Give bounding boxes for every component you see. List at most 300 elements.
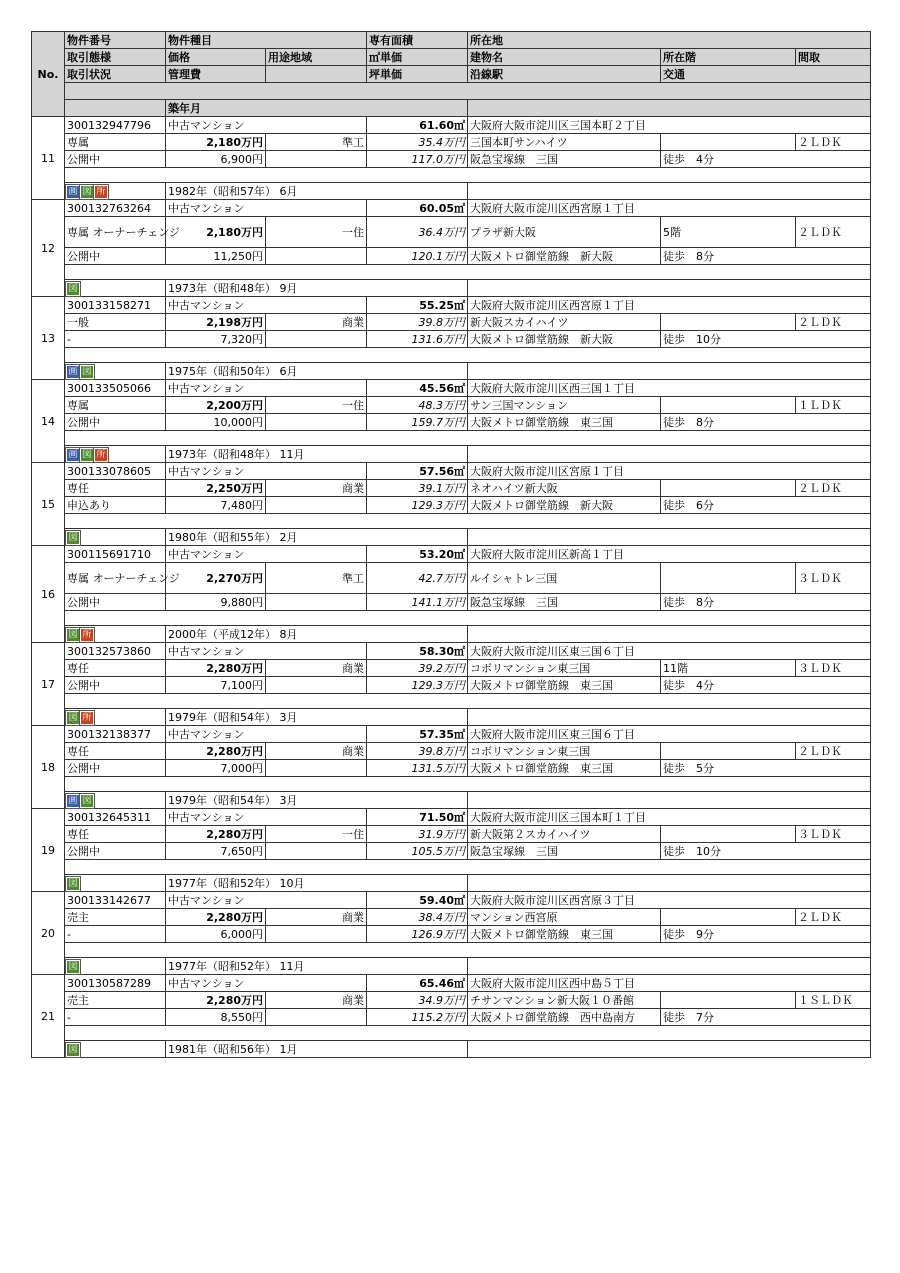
listing-row [32, 446, 871, 463]
floor [661, 909, 796, 926]
listing-row [32, 909, 871, 926]
transaction-mode: 専属 オーナーチェンジ [65, 563, 166, 594]
floorplan-badge-icon[interactable]: 図 [82, 449, 92, 460]
management-fee: 7,320円 [166, 331, 266, 348]
floor-area: 71.50㎡ [367, 809, 468, 826]
header-access: 交通 [661, 66, 871, 83]
building-name: マンション西宮原 [468, 909, 661, 926]
sqm-price: 39.8万円 [367, 743, 468, 760]
transaction-mode: 専任 [65, 660, 166, 677]
zoning: 一住 [266, 397, 367, 414]
header-transaction-status: 取引状況 [65, 66, 166, 83]
header-tsubo-price: 坪単価 [367, 66, 468, 83]
price: 2,280万円 [166, 660, 266, 677]
transaction-status: 公開中 [65, 677, 166, 694]
transaction-mode: 一般 [65, 314, 166, 331]
property-id: 300133505066 [65, 380, 166, 397]
building-name: コボリマンション東三国 [468, 743, 661, 760]
price: 2,180万円 [166, 134, 266, 151]
listing-number: 14 [32, 380, 65, 463]
floor: 5階 [661, 217, 796, 248]
listing-row [32, 529, 871, 546]
sqm-price: 39.1万円 [367, 480, 468, 497]
zoning: 準工 [266, 134, 367, 151]
listing-row [32, 826, 871, 843]
property-type: 中古マンション [166, 643, 367, 660]
address: 大阪府大阪市淀川区西三国１丁目 [468, 380, 871, 397]
listing-row [32, 726, 871, 743]
price: 2,280万円 [166, 992, 266, 1009]
management-fee: 9,880円 [166, 594, 266, 611]
line-station: 大阪メトロ御堂筋線 東三国 [468, 677, 661, 694]
floor-area: 59.40㎡ [367, 892, 468, 909]
transaction-mode: 専属 [65, 134, 166, 151]
tsubo-price: 131.6万円 [367, 331, 468, 348]
listing-row [32, 200, 871, 217]
listing-number: 20 [32, 892, 65, 975]
listing-spacer-row [32, 611, 871, 626]
header-row-5 [32, 100, 871, 117]
listing-spacer-row [32, 943, 871, 958]
line-station: 大阪メトロ御堂筋線 新大阪 [468, 497, 661, 514]
sqm-price: 39.8万円 [367, 314, 468, 331]
document-badges [65, 280, 166, 297]
access: 徒歩 4分 [661, 677, 871, 694]
property-type: 中古マンション [166, 117, 367, 134]
layout: ３ＬＤＫ [796, 826, 871, 843]
property-id: 300132763264 [65, 200, 166, 217]
floor-area: 45.56㎡ [367, 380, 468, 397]
listing-number: 13 [32, 297, 65, 380]
transaction-status: 申込あり [65, 497, 166, 514]
building-name: ルイシャトレ三国 [468, 563, 661, 594]
line-station: 阪急宝塚線 三国 [468, 843, 661, 860]
listing-row [32, 217, 871, 248]
tsubo-price: 105.5万円 [367, 843, 468, 860]
transaction-status: - [65, 926, 166, 943]
image-badge-icon[interactable]: 画 [68, 795, 78, 806]
listing-row [32, 248, 871, 265]
zoning: 一住 [266, 217, 367, 248]
listing-row [32, 497, 871, 514]
floor-area: 55.25㎡ [367, 297, 468, 314]
address: 大阪府大阪市淀川区東三国６丁目 [468, 643, 871, 660]
line-station: 阪急宝塚線 三国 [468, 594, 661, 611]
property-id: 300133158271 [65, 297, 166, 314]
floor [661, 563, 796, 594]
floor-area: 57.56㎡ [367, 463, 468, 480]
access: 徒歩 10分 [661, 843, 871, 860]
address: 大阪府大阪市淀川区東三国６丁目 [468, 726, 871, 743]
listing-row [32, 626, 871, 643]
listing-row [32, 463, 871, 480]
location-badge-icon[interactable]: 所 [82, 629, 92, 640]
header-price: 価格 [166, 49, 266, 66]
floorplan-badge-icon[interactable]: 図 [68, 1044, 78, 1055]
sqm-price: 42.7万円 [367, 563, 468, 594]
floorplan-badge-icon[interactable]: 図 [68, 532, 78, 543]
listing-number: 11 [32, 117, 65, 200]
listing-row [32, 151, 871, 168]
price: 2,250万円 [166, 480, 266, 497]
transaction-mode: 専任 [65, 480, 166, 497]
built-date: 1981年（昭和56年） 1月 [166, 1041, 468, 1058]
listing-row [32, 760, 871, 777]
building-name: 新大阪第２スカイハイツ [468, 826, 661, 843]
tsubo-price: 115.2万円 [367, 1009, 468, 1026]
building-name: チサンマンション新大阪１０番館 [468, 992, 661, 1009]
layout: ２ＬＤＫ [796, 134, 871, 151]
access: 徒歩 5分 [661, 760, 871, 777]
floor [661, 314, 796, 331]
property-type: 中古マンション [166, 380, 367, 397]
floorplan-badge-icon[interactable]: 図 [82, 795, 92, 806]
listing-spacer-row [32, 777, 871, 792]
document-badges [65, 446, 166, 463]
property-id: 300130587289 [65, 975, 166, 992]
floorplan-badge-icon[interactable]: 図 [68, 283, 78, 294]
line-station: 大阪メトロ御堂筋線 新大阪 [468, 331, 661, 348]
listing-row [32, 414, 871, 431]
built-date: 1980年（昭和55年） 2月 [166, 529, 468, 546]
listing-spacer-row [32, 168, 871, 183]
address: 大阪府大阪市淀川区三国本町２丁目 [468, 117, 871, 134]
price: 2,198万円 [166, 314, 266, 331]
management-fee: 8,550円 [166, 1009, 266, 1026]
transaction-status: 公開中 [65, 151, 166, 168]
listing-row [32, 975, 871, 992]
transaction-status: 公開中 [65, 843, 166, 860]
sqm-price: 35.4万円 [367, 134, 468, 151]
header-floor: 所在階 [661, 49, 796, 66]
line-station: 大阪メトロ御堂筋線 西中島南方 [468, 1009, 661, 1026]
management-fee: 10,000円 [166, 414, 266, 431]
layout: １ＳＬＤＫ [796, 992, 871, 1009]
layout: ２ＬＤＫ [796, 909, 871, 926]
floorplan-badge-icon[interactable]: 図 [82, 186, 92, 197]
property-type: 中古マンション [166, 809, 367, 826]
listing-row [32, 643, 871, 660]
price: 2,270万円 [166, 563, 266, 594]
line-station: 阪急宝塚線 三国 [468, 151, 661, 168]
header-built-date: 築年月 [166, 100, 468, 117]
document-badges [65, 363, 166, 380]
layout: ３ＬＤＫ [796, 563, 871, 594]
address: 大阪府大阪市淀川区新高１丁目 [468, 546, 871, 563]
image-badge-icon[interactable]: 画 [68, 186, 78, 197]
listing-row [32, 677, 871, 694]
floor [661, 992, 796, 1009]
location-badge-icon[interactable]: 所 [82, 712, 92, 723]
tsubo-price: 117.0万円 [367, 151, 468, 168]
built-date: 1973年（昭和48年） 11月 [166, 446, 468, 463]
built-date: 1979年（昭和54年） 3月 [166, 792, 468, 809]
floorplan-badge-icon[interactable]: 図 [68, 712, 78, 723]
listing-row [32, 843, 871, 860]
listing-spacer-row [32, 514, 871, 529]
transaction-status: - [65, 331, 166, 348]
listing-spacer-row [32, 348, 871, 363]
sqm-price: 31.9万円 [367, 826, 468, 843]
management-fee: 7,100円 [166, 677, 266, 694]
layout: ２ＬＤＫ [796, 743, 871, 760]
built-date: 1973年（昭和48年） 9月 [166, 280, 468, 297]
management-fee: 7,000円 [166, 760, 266, 777]
listing-row [32, 792, 871, 809]
listing-row [32, 594, 871, 611]
floor [661, 134, 796, 151]
transaction-status: 公開中 [65, 760, 166, 777]
image-badge-icon[interactable]: 画 [68, 366, 78, 377]
listing-row [32, 743, 871, 760]
property-type: 中古マンション [166, 892, 367, 909]
property-listing-table [31, 31, 871, 1058]
access: 徒歩 4分 [661, 151, 871, 168]
access: 徒歩 8分 [661, 414, 871, 431]
property-type: 中古マンション [166, 463, 367, 480]
header-layout: 間取 [796, 49, 871, 66]
floor-area: 53.20㎡ [367, 546, 468, 563]
zoning: 商業 [266, 909, 367, 926]
listing-row [32, 117, 871, 134]
transaction-status: 公開中 [65, 414, 166, 431]
transaction-mode: 売主 [65, 909, 166, 926]
address: 大阪府大阪市淀川区西中島５丁目 [468, 975, 871, 992]
header-no: No. [32, 32, 65, 117]
transaction-status: 公開中 [65, 248, 166, 265]
line-station: 大阪メトロ御堂筋線 東三国 [468, 926, 661, 943]
layout: ２ＬＤＫ [796, 217, 871, 248]
floor [661, 743, 796, 760]
location-badge-icon[interactable]: 所 [96, 186, 106, 197]
zoning: 商業 [266, 314, 367, 331]
document-badges [65, 958, 166, 975]
transaction-mode: 売主 [65, 992, 166, 1009]
header-property-type: 物件種目 [166, 32, 367, 49]
floor-area: 60.05㎡ [367, 200, 468, 217]
property-type: 中古マンション [166, 975, 367, 992]
sqm-price: 38.4万円 [367, 909, 468, 926]
listing-row [32, 660, 871, 677]
header-floor-area: 専有面積 [367, 32, 468, 49]
building-name: プラザ新大阪 [468, 217, 661, 248]
zoning: 商業 [266, 660, 367, 677]
header-row-4 [32, 83, 871, 100]
built-date: 1982年（昭和57年） 6月 [166, 183, 468, 200]
header-row-2 [32, 49, 871, 66]
listing-row [32, 892, 871, 909]
access: 徒歩 9分 [661, 926, 871, 943]
header-zoning: 用途地域 [266, 49, 367, 66]
layout: ２ＬＤＫ [796, 314, 871, 331]
tsubo-price: 141.1万円 [367, 594, 468, 611]
listing-number: 21 [32, 975, 65, 1058]
address: 大阪府大阪市淀川区西宮原３丁目 [468, 892, 871, 909]
address: 大阪府大阪市淀川区西宮原１丁目 [468, 200, 871, 217]
listing-spacer-row [32, 694, 871, 709]
listing-number: 15 [32, 463, 65, 546]
header-row-3 [32, 66, 871, 83]
price: 2,280万円 [166, 743, 266, 760]
listing-row [32, 958, 871, 975]
sqm-price: 48.3万円 [367, 397, 468, 414]
tsubo-price: 120.1万円 [367, 248, 468, 265]
listing-row [32, 546, 871, 563]
floorplan-badge-icon[interactable]: 図 [68, 961, 78, 972]
location-badge-icon[interactable]: 所 [96, 449, 106, 460]
listing-row [32, 397, 871, 414]
tsubo-price: 126.9万円 [367, 926, 468, 943]
listing-spacer-row [32, 860, 871, 875]
line-station: 大阪メトロ御堂筋線 新大阪 [468, 248, 661, 265]
document-badges [65, 792, 166, 809]
access: 徒歩 8分 [661, 594, 871, 611]
address: 大阪府大阪市淀川区宮原１丁目 [468, 463, 871, 480]
management-fee: 7,480円 [166, 497, 266, 514]
listing-row [32, 809, 871, 826]
header-address: 所在地 [468, 32, 871, 49]
listing-row [32, 183, 871, 200]
zoning: 一住 [266, 826, 367, 843]
built-date: 1975年（昭和50年） 6月 [166, 363, 468, 380]
floor-area: 57.35㎡ [367, 726, 468, 743]
layout: １ＬＤＫ [796, 397, 871, 414]
built-date: 2000年（平成12年） 8月 [166, 626, 468, 643]
listing-row [32, 563, 871, 594]
price: 2,200万円 [166, 397, 266, 414]
management-fee: 6,900円 [166, 151, 266, 168]
header-transaction-mode: 取引態様 [65, 49, 166, 66]
price: 2,280万円 [166, 909, 266, 926]
access: 徒歩 8分 [661, 248, 871, 265]
zoning: 商業 [266, 992, 367, 1009]
floor-area: 61.60㎡ [367, 117, 468, 134]
tsubo-price: 129.3万円 [367, 497, 468, 514]
header-building-name: 建物名 [468, 49, 661, 66]
floor-area: 58.30㎡ [367, 643, 468, 660]
property-id: 300132138377 [65, 726, 166, 743]
building-name: 新大阪スカイハイツ [468, 314, 661, 331]
listing-row [32, 709, 871, 726]
line-station: 大阪メトロ御堂筋線 東三国 [468, 414, 661, 431]
listing-number: 18 [32, 726, 65, 809]
price: 2,180万円 [166, 217, 266, 248]
listing-row [32, 297, 871, 314]
management-fee: 7,650円 [166, 843, 266, 860]
property-id: 300132573860 [65, 643, 166, 660]
property-id: 300132947796 [65, 117, 166, 134]
property-id: 300132645311 [65, 809, 166, 826]
transaction-mode: 専任 [65, 743, 166, 760]
property-type: 中古マンション [166, 200, 367, 217]
layout: ３ＬＤＫ [796, 660, 871, 677]
listing-number: 19 [32, 809, 65, 892]
listing-row [32, 875, 871, 892]
floorplan-badge-icon[interactable]: 図 [68, 629, 78, 640]
price: 2,280万円 [166, 826, 266, 843]
built-date: 1977年（昭和52年） 10月 [166, 875, 468, 892]
document-badges [65, 626, 166, 643]
floor [661, 480, 796, 497]
zoning: 商業 [266, 743, 367, 760]
header-line-station: 沿線駅 [468, 66, 661, 83]
management-fee: 6,000円 [166, 926, 266, 943]
transaction-status: 公開中 [65, 594, 166, 611]
property-type: 中古マンション [166, 546, 367, 563]
header-property-number: 物件番号 [65, 32, 166, 49]
floorplan-badge-icon[interactable]: 図 [68, 878, 78, 889]
sqm-price: 34.9万円 [367, 992, 468, 1009]
image-badge-icon[interactable]: 画 [68, 449, 78, 460]
listing-row [32, 380, 871, 397]
listing-row [32, 314, 871, 331]
property-id: 300133142677 [65, 892, 166, 909]
property-type: 中古マンション [166, 297, 367, 314]
floor: 11階 [661, 660, 796, 677]
transaction-status: - [65, 1009, 166, 1026]
transaction-mode: 専属 [65, 397, 166, 414]
listing-spacer-row [32, 1026, 871, 1041]
built-date: 1979年（昭和54年） 3月 [166, 709, 468, 726]
listing-row [32, 1009, 871, 1026]
listing-number: 16 [32, 546, 65, 643]
document-badges [65, 529, 166, 546]
floor-area: 65.46㎡ [367, 975, 468, 992]
listing-spacer-row [32, 431, 871, 446]
tsubo-price: 159.7万円 [367, 414, 468, 431]
listing-row [32, 134, 871, 151]
header-row-1 [32, 32, 871, 49]
property-id: 300133078605 [65, 463, 166, 480]
document-badges [65, 183, 166, 200]
listing-row [32, 926, 871, 943]
floorplan-badge-icon[interactable]: 図 [82, 366, 92, 377]
listing-row [32, 480, 871, 497]
listing-number: 12 [32, 200, 65, 297]
transaction-mode: 専任 [65, 826, 166, 843]
listing-row [32, 331, 871, 348]
document-badges [65, 875, 166, 892]
tsubo-price: 131.5万円 [367, 760, 468, 777]
management-fee: 11,250円 [166, 248, 266, 265]
access: 徒歩 7分 [661, 1009, 871, 1026]
address: 大阪府大阪市淀川区西宮原１丁目 [468, 297, 871, 314]
zoning: 商業 [266, 480, 367, 497]
address: 大阪府大阪市淀川区三国本町１丁目 [468, 809, 871, 826]
listing-row [32, 992, 871, 1009]
transaction-mode: 専属 オーナーチェンジ [65, 217, 166, 248]
building-name: 三国本町サンハイツ [468, 134, 661, 151]
property-type: 中古マンション [166, 726, 367, 743]
built-date: 1977年（昭和52年） 11月 [166, 958, 468, 975]
zoning: 準工 [266, 563, 367, 594]
listing-row [32, 1041, 871, 1058]
building-name: コボリマンション東三国 [468, 660, 661, 677]
document-badges [65, 1041, 166, 1058]
access: 徒歩 10分 [661, 331, 871, 348]
building-name: サン三国マンション [468, 397, 661, 414]
layout: ２ＬＤＫ [796, 480, 871, 497]
line-station: 大阪メトロ御堂筋線 東三国 [468, 760, 661, 777]
access: 徒歩 6分 [661, 497, 871, 514]
floor [661, 397, 796, 414]
listing-spacer-row [32, 265, 871, 280]
sqm-price: 36.4万円 [367, 217, 468, 248]
property-id: 300115691710 [65, 546, 166, 563]
listing-row [32, 363, 871, 380]
floor [661, 826, 796, 843]
header-management-fee: 管理費 [166, 66, 266, 83]
